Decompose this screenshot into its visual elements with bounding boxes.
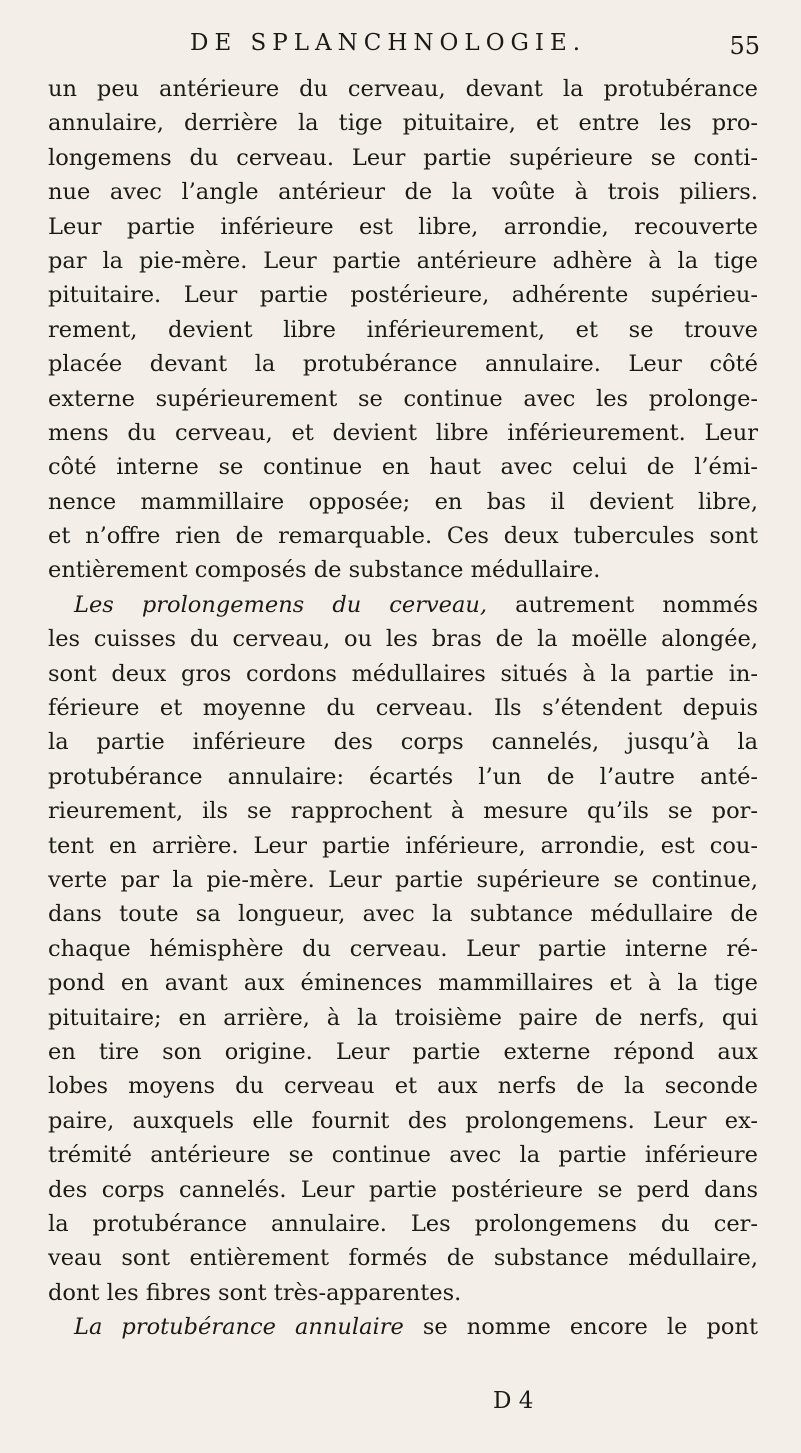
line-text: en tire son origine. Leur partie externe répond aux <box>48 1038 758 1065</box>
line-text: trémité antérieure se continue avec la partie inférieure <box>48 1142 758 1169</box>
text-line <box>48 897 758 931</box>
line-text: la partie inférieure des corps cannelés, jusqu’à la <box>48 729 758 756</box>
line-text: protubérance annulaire: écartés l’un de l’autre anté- <box>48 763 758 790</box>
text-line <box>48 863 758 897</box>
line-text: pituitaire; en arrière, à la troisième paire de nerfs, qui <box>48 1004 758 1031</box>
text-line <box>48 72 758 106</box>
text-line <box>48 1310 758 1344</box>
text-line <box>48 382 758 416</box>
line-text: rieurement, ils se rapprochent à mesure qu’ils se por- <box>48 798 758 825</box>
line-text: la protubérance annulaire. Les prolongemens du cer- <box>48 1210 758 1237</box>
text-line <box>48 416 758 450</box>
line-text: nue avec l’angle antérieur de la voûte à trois piliers. <box>48 179 758 206</box>
line-text: côté interne se continue en haut avec celui de l’émi- <box>48 454 758 481</box>
text-line <box>48 278 758 312</box>
text-line <box>48 794 758 828</box>
text-line <box>48 175 758 209</box>
line-text: Leur partie inférieure est libre, arrondie, recouverte <box>48 213 758 240</box>
line-text: se nomme encore le pont <box>403 1314 758 1341</box>
line-text: lobes moyens du cerveau et aux nerfs de la seconde <box>48 1073 758 1100</box>
line-text: mens du cerveau, et devient libre inférieurement. Leur <box>48 419 758 446</box>
text-line <box>48 485 758 519</box>
line-text: annulaire, derrière la tige pituitaire, et entre les pro- <box>48 110 758 137</box>
line-text: entièrement composés de substance médullaire. <box>48 557 601 584</box>
running-title: DE SPLANCHNOLOGIE. <box>190 30 587 56</box>
line-text: pond en avant aux éminences mammillaires et à la tige <box>48 970 758 997</box>
text-line <box>48 725 758 759</box>
signature-mark: D 4 <box>493 1388 534 1414</box>
text-line <box>48 588 758 622</box>
text-line <box>48 829 758 863</box>
line-text: verte par la pie-mère. Leur partie supérieure se continue, <box>48 866 758 893</box>
body-text <box>48 72 758 1344</box>
text-line <box>48 691 758 725</box>
line-text: dans toute sa longueur, avec la subtance médullaire de <box>48 901 758 928</box>
line-text: veau sont entièrement formés de substance médullaire, <box>48 1245 758 1272</box>
text-line <box>48 1035 758 1069</box>
text-line <box>48 106 758 140</box>
text-line <box>48 760 758 794</box>
line-text: nence mammillaire opposée; en bas il devient libre, <box>48 488 758 515</box>
text-line <box>48 932 758 966</box>
line-text: les cuisses du cerveau, ou les bras de la moëlle alongée, <box>48 626 758 653</box>
line-text: par la pie-mère. Leur partie antérieure adhère à la tige <box>48 247 758 274</box>
text-line <box>48 966 758 1000</box>
running-head <box>190 30 760 60</box>
text-line <box>48 1276 758 1310</box>
page-number: 55 <box>729 32 760 60</box>
text-line <box>48 1001 758 1035</box>
text-line <box>48 1138 758 1172</box>
line-text: placée devant la protubérance annulaire. Leur côté <box>48 351 758 378</box>
text-line <box>48 141 758 175</box>
line-text: autrement nommés <box>487 591 758 618</box>
line-text: externe supérieurement se continue avec les prolonge- <box>48 385 758 412</box>
line-text: longemens du cerveau. Leur partie supérieure se conti- <box>48 144 758 171</box>
line-text: férieure et moyenne du cerveau. Ils s’étendent depuis <box>48 695 758 722</box>
italic-term: Les prolongemens du cerveau, <box>74 591 488 618</box>
line-text: sont deux gros cordons médullaires situés à la partie in- <box>48 660 758 687</box>
text-line <box>48 553 758 587</box>
text-line <box>48 657 758 691</box>
line-text: rement, devient libre inférieurement, et se trouve <box>48 316 758 343</box>
text-line <box>48 1104 758 1138</box>
italic-term: La protubérance annulaire <box>74 1314 404 1341</box>
text-line <box>48 519 758 553</box>
line-text: et n’offre rien de remarquable. Ces deux tubercules sont <box>48 523 758 550</box>
line-text: chaque hémisphère du cerveau. Leur partie interne ré- <box>48 935 758 962</box>
text-line <box>48 1069 758 1103</box>
text-line <box>48 1241 758 1275</box>
line-text: pituitaire. Leur partie postérieure, adhérente supérieu- <box>48 282 758 309</box>
line-text: paire, auxquels elle fournit des prolongemens. Leur ex- <box>48 1107 758 1134</box>
text-line <box>48 313 758 347</box>
text-line <box>48 450 758 484</box>
text-line <box>48 347 758 381</box>
text-line <box>48 1173 758 1207</box>
text-line <box>48 1207 758 1241</box>
line-text: des corps cannelés. Leur partie postérieure se perd dans <box>48 1176 758 1203</box>
text-line <box>48 244 758 278</box>
text-line <box>48 622 758 656</box>
line-text: dont les fibres sont très-apparentes. <box>48 1279 462 1306</box>
line-text: un peu antérieure du cerveau, devant la protubérance <box>48 76 758 102</box>
text-line <box>48 210 758 244</box>
line-text: tent en arrière. Leur partie inférieure, arrondie, est cou- <box>48 832 758 859</box>
